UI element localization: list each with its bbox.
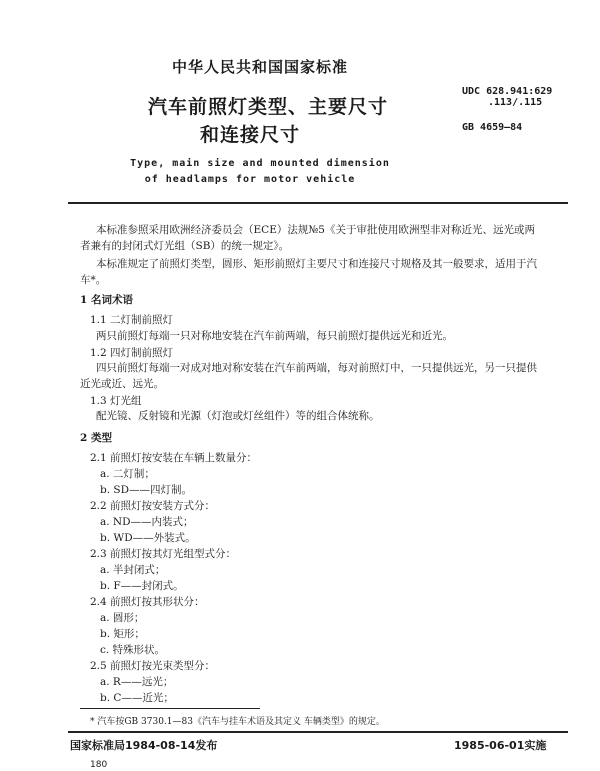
s12-text-line1: 四只前照灯每端一对成对地对称安装在汽车前两端，每对前照灯中，一只提供远光，另一只提供: [96, 362, 537, 374]
s22-item-a: a. ND——内装式；: [100, 516, 194, 528]
s24-item-b: b. 矩形；: [100, 628, 145, 640]
s11-text: 两只前照灯每端一只对称地安装在汽车前两端，每只前照灯提供远光和近光。: [96, 330, 453, 342]
english-title-line1: Type, main size and mounted dimension: [130, 158, 390, 169]
title-line1: 汽车前照灯类型、主要尺寸: [148, 96, 389, 118]
udc-line1: UDC 628.941:629: [462, 86, 553, 97]
s11-heading: 1.1 二灯制前照灯: [90, 314, 174, 326]
s23-item-b: b. F——封闭式。: [100, 580, 184, 592]
s24-item-a: a. 圆形；: [100, 612, 145, 624]
intro-p1-line2: 者兼有的封闭式灯光组（SB）的统一规定》。: [80, 240, 290, 252]
bottom-divider: [68, 731, 568, 733]
s23-heading: 2.3 前照灯按其灯光组型式分：: [90, 548, 237, 560]
standard-name: 中华人民共和国国家标准: [171, 58, 348, 76]
top-divider: [68, 202, 568, 204]
english-title-line2: of headlamps for motor vehicle: [144, 174, 356, 185]
s21-item-b: b. SD——四灯制。: [100, 484, 193, 496]
issued-date: 国家标准局1984-08-14发布: [70, 739, 218, 752]
footnote: * 汽车按GB 3730.1—83《汽车与挂车术语及其定义 车辆类型》的规定。: [90, 717, 385, 727]
s24-item-c: c. 特殊形状。: [100, 644, 166, 656]
footnote-divider: [80, 708, 260, 709]
s22-heading: 2.2 前照灯按安装方式分：: [90, 500, 216, 512]
intro-p1-line1: 本标准参照采用欧洲经济委员会（ECE）法规№5《关于审批使用欧洲型非对称近光、远光或两: [96, 224, 535, 236]
s13-text: 配光镜、反射镜和光源（灯泡或灯丝组件）等的组合体统称。: [96, 410, 380, 422]
gb-number: GB 4659—84: [462, 122, 523, 133]
s22-item-b: b. WD——外装式。: [100, 532, 196, 544]
effective-date: 1985-06-01实施: [454, 739, 547, 752]
s12-text-line2: 近光或近、远光。: [80, 378, 164, 390]
intro-p2-line1: 本标准规定了前照灯类型，圆形、矩形前照灯主要尺寸和连接尺寸规格及其一般要求，适用于汽: [96, 258, 537, 270]
s25-item-b: b. C——近光；: [100, 692, 174, 704]
s23-item-a: a. 半封闭式；: [100, 564, 166, 576]
section2-heading: 2 类型: [80, 432, 112, 444]
s21-item-a: a. 二灯制；: [100, 468, 155, 480]
s12-heading: 1.2 四灯制前照灯: [90, 347, 174, 359]
s25-heading: 2.5 前照灯按光束类型分：: [90, 660, 216, 672]
udc-line2: .113/.115: [488, 97, 543, 108]
s13-heading: 1.3 灯光组: [90, 395, 142, 407]
section1-heading: 1 名词术语: [80, 294, 133, 306]
s21-heading: 2.1 前照灯按安装在车辆上数量分：: [90, 452, 258, 464]
intro-p2-line2: 车*。: [80, 274, 107, 286]
page-number: 180: [90, 760, 108, 770]
s24-heading: 2.4 前照灯按其形状分：: [90, 596, 205, 608]
s25-item-a: a. R——远光；: [100, 676, 174, 688]
title-line2: 和连接尺寸: [199, 124, 300, 146]
